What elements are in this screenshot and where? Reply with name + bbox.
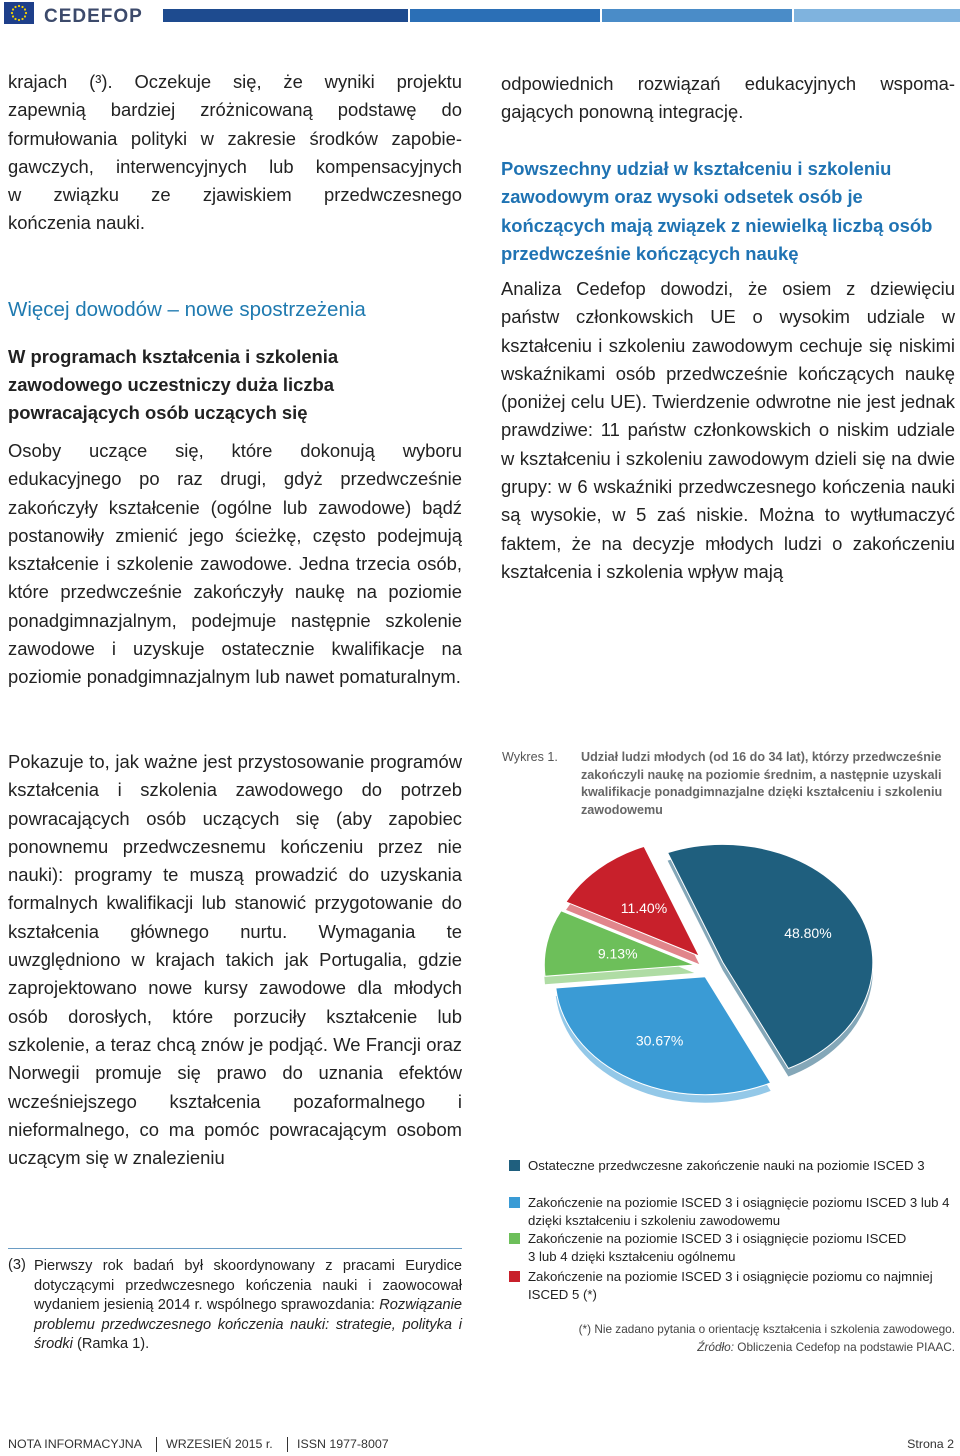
pie-chart: [540, 838, 960, 1108]
footnote-text: Pierwszy rok badań był skoordynowany z pracami Eurydice dotyczącymi przedwczesnego kończenia nauki i zaowocował wydaniem jesienią 2014 r. wspólnego sprawozdania:: [34, 1258, 462, 1313]
pie-slice-label: 48.80%: [784, 924, 832, 941]
legend-label: Zakończenie na poziomie ISCED 3 i osiągnięcie poziomu ISCED 3 lub 4 dzięki kształceniu i szkoleniu zawodowemu: [528, 1195, 950, 1228]
left-para-1-line: zapewnią bardziej zróżnicowaną podstawę do: [8, 99, 462, 121]
chart-title: Udział ludzi młodych (od 16 do 34 lat), którzy przedwcześnie zakończyli naukę na poziomie średnim, a następnie uzyskali kwalifikacje ponadgimnazjalne dzięki kształceniu i szkoleniu zawodowemu: [581, 750, 943, 817]
header-bar-3: [602, 9, 792, 22]
pie-slice-label: 9.13%: [597, 945, 638, 962]
right-para-1: odpowiednich rozwiązań edukacyjnych wspomagających ponowną integrację.: [501, 73, 955, 123]
footer-date: WRZESIEŃ 2015 r.: [166, 1437, 273, 1451]
footer-separator: [156, 1437, 157, 1452]
chart-source: [460, 1339, 955, 1356]
source-text: Obliczenia Cedefop na podstawie PIAAC.: [734, 1340, 955, 1354]
pie-slice-label: 11.40%: [620, 899, 668, 916]
left-para-2: Osoby uczące się, które dokonują wyboru edukacyjnego po raz drugi, gdyż przedwcześnie zakończyły kształcenie (ogólne lub zawodowe) bądź postanowiły zmienić jego ścieżkę, często podejmują kształcenie i szkolenie zawodowe. Jedna trzecia osób, które przedwcześnie zakończyły naukę na poziomie ponadgimnazjalnym, podejmuje następnie szkolenie zawodowe i uzyskuje ostatecznie kwalifikacje na poziomie ponadgimnazjalnym lub nawet pomaturalnym.: [8, 440, 462, 688]
section-heading: Więcej dowodów – nowe spostrzeżenia: [8, 298, 366, 321]
left-para-1-line: kończenia nauki.: [8, 212, 145, 234]
right-heading: Powszechny udział w kształceniu i szkoleniu zawodowym oraz wysoki odsetek osób je kończących mają związek z niewielką liczbą osób przedwcześnie kończących naukę: [501, 158, 933, 264]
header-bar-2: [410, 9, 600, 22]
legend-swatch: [509, 1160, 520, 1171]
legend-swatch: [509, 1233, 520, 1244]
header-bar-4: [794, 9, 960, 22]
left-para-1-line: w związku ze zjawiskiem przedwczesnego: [8, 184, 462, 206]
header-bar-1: [163, 9, 408, 22]
right-para-2: Analiza Cedefop dowodzi, że osiem z dziewięciu państw członkowskich UE o wysokim udziale w kształceniu i szkoleniu zawodowym cechuje się niskimi wskaźnikami osób przedwcześnie kończących naukę (poniżej celu UE). Twierdzenie odwrotne nie jest jednak prawdziwe: 11 państw członkowskich o niskim udziale w kształceniu i szkoleniu zawodowym dzieli się na dwie grupy: w 6 wskaźniki przedwczesnego kończenia nauki są wysokie, w 5 zaś niskie. Można to wytłumaczyć faktem, że na decyzje młodych ludzi o zakończeniu kształcenia i szkolenia wpływ mają: [501, 278, 955, 582]
chart-label: Wykres 1.: [502, 750, 558, 764]
footnote: [34, 1257, 462, 1355]
chart-note: (*) Nie zadano pytania o orientację kształcenia i szkolenia zawodowego.: [578, 1322, 955, 1336]
left-para-1-line: krajach (³). Oczekuje się, że wyniki projektu: [8, 71, 462, 92]
footer-page: Strona 2: [907, 1437, 954, 1451]
legend-label: Ostateczne przedwczesne zakończenie nauki na poziomie ISCED 3: [528, 1158, 925, 1173]
eu-flag-icon: [4, 2, 34, 24]
footnote-divider: [8, 1248, 462, 1249]
legend-swatch: [509, 1271, 520, 1282]
left-para-3: Pokazuje to, jak ważne jest przystosowanie programów kształcenia i szkolenia zawodowego do potrzeb powracających osób uczących się (aby zapobiec ponownemu przedwczesnemu kończeniu przez nie nauki): programy te muszą prowadzić do uzyskania formalnych kwalifikacji lub stanowić przygotowanie do kształcenia głównego nurtu. Wymagania te uwzględniono w krajach takich jak Portugalia, gdzie zaprojektowano nowe kursy zawodowe dla młodych osób dorosłych, które porzuciły kształcenie lub szkolenie, a teraz chcą znów je podjąć. We Francji oraz Norwegii promuje się prawo do uznania efektów wcześniejszego kształcenia pozaformalnego i nieformalnego, co ma pomóc powracającym osobom uczącym się w znalezieniu: [8, 751, 462, 1169]
footer-separator: [287, 1437, 288, 1452]
cedefop-logo: CEDEFOP: [44, 6, 143, 27]
left-para-1: [8, 68, 462, 238]
legend-label: Zakończenie na poziomie ISCED 3 i osiągnięcie poziomu co najmniej ISCED 5 (*): [528, 1269, 933, 1302]
subheading: W programach kształcenia i szkolenia zawodowego uczestniczy duża liczba powracających osób uczących się: [8, 346, 339, 423]
source-label: Źródło:: [697, 1340, 734, 1354]
footnote-title: Rozwiązanie problemu przedwczesnego kończenia nauki: strategie, polityka i środki: [34, 1297, 462, 1352]
footnote-marker: (3): [8, 1257, 26, 1273]
legend-swatch: [509, 1197, 520, 1208]
footer-issn: ISSN 1977-8007: [297, 1437, 389, 1451]
pie-slice-label: 30.67%: [635, 1032, 684, 1049]
footer-publication: NOTA INFORMACYJNA: [8, 1437, 143, 1451]
footnote-end: (Ramka 1).: [72, 1336, 150, 1352]
legend-label: Zakończenie na poziomie ISCED 3 i osiągnięcie poziomu ISCED 3 lub 4 dzięki kształceniu ogólnemu: [528, 1231, 907, 1264]
left-para-1-line: formułowania polityki w zakresie środków zapobie-: [8, 127, 462, 149]
left-para-1-line: gawczych, interwencyjnych lub kompensacyjnych: [8, 155, 462, 177]
